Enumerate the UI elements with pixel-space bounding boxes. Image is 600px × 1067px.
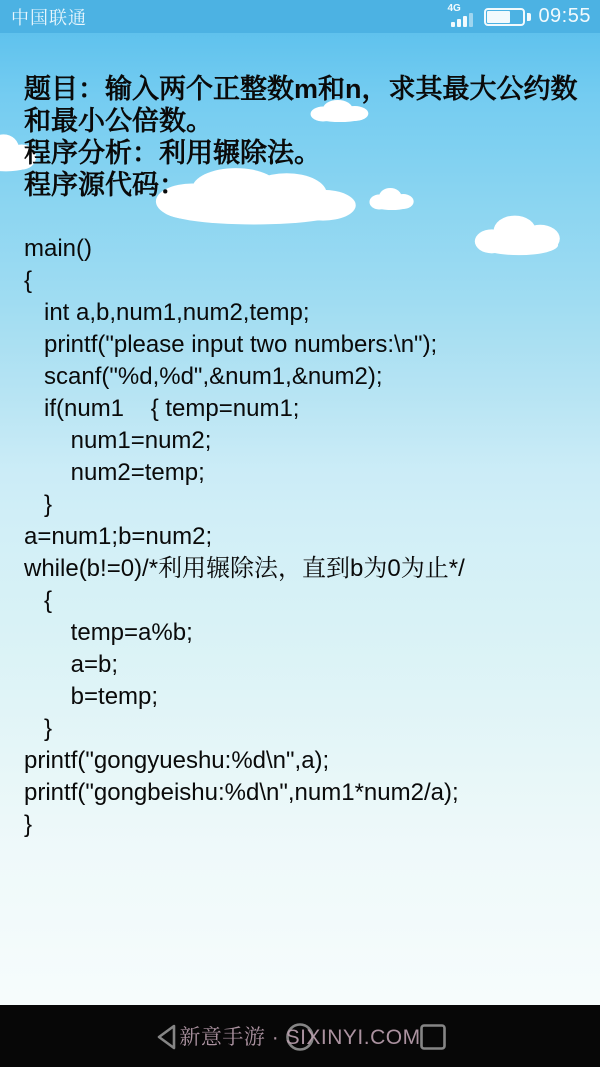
code-line: num1=num2;	[24, 427, 212, 454]
code-line: num2=temp;	[24, 459, 205, 486]
code-line: temp=a%b;	[24, 619, 193, 646]
back-button-icon[interactable]	[153, 1022, 179, 1052]
problem-title	[24, 33, 594, 201]
status-time: 09:55	[538, 5, 591, 27]
code-line: if(num1 { temp=num1;	[24, 395, 300, 422]
code-line: {	[24, 587, 53, 614]
page-content	[24, 33, 594, 841]
status-bar-right	[447, 4, 591, 30]
status-bar	[0, 0, 600, 33]
signal-bars-icon	[451, 13, 473, 27]
code-block	[24, 233, 594, 841]
code-line: scanf("%d,%d",&num1,&num2);	[24, 363, 383, 390]
recents-button-icon[interactable]	[420, 1024, 446, 1050]
code-line: a=b;	[24, 651, 119, 678]
code-line: printf("gongyueshu:%d\n",a);	[24, 747, 330, 774]
code-line: }	[24, 715, 53, 742]
code-line: main()	[24, 235, 93, 262]
code-line: }	[24, 811, 33, 838]
code-line: {	[24, 267, 33, 294]
title-line: 程序分析：利用辗除法。	[24, 138, 321, 168]
code-line: b=temp;	[24, 683, 159, 710]
title-line: 和最小公倍数。	[24, 106, 213, 136]
code-line: int a,b,num1,num2,temp;	[24, 299, 310, 326]
code-line: while(b!=0)/*利用辗除法，直到b为0为止*/	[24, 555, 465, 582]
code-line: printf("please input two numbers:\n");	[24, 331, 438, 358]
network-type-badge: 4G	[447, 2, 461, 14]
title-line: 程序源代码：	[24, 170, 186, 200]
code-line: }	[24, 491, 53, 518]
watermark-text: 新意手游 · SIXINYI.COM	[179, 1026, 421, 1049]
code-line: printf("gongbeishu:%d\n",num1*num2/a);	[24, 779, 459, 806]
signal-icon	[447, 4, 477, 30]
carrier-label: 中国联通	[11, 7, 87, 28]
title-line: 题目：输入两个正整数m和n，求其最大公约数	[24, 74, 578, 104]
code-line: a=num1;b=num2;	[24, 523, 213, 550]
android-nav-bar	[0, 1005, 600, 1067]
battery-icon	[484, 7, 531, 27]
